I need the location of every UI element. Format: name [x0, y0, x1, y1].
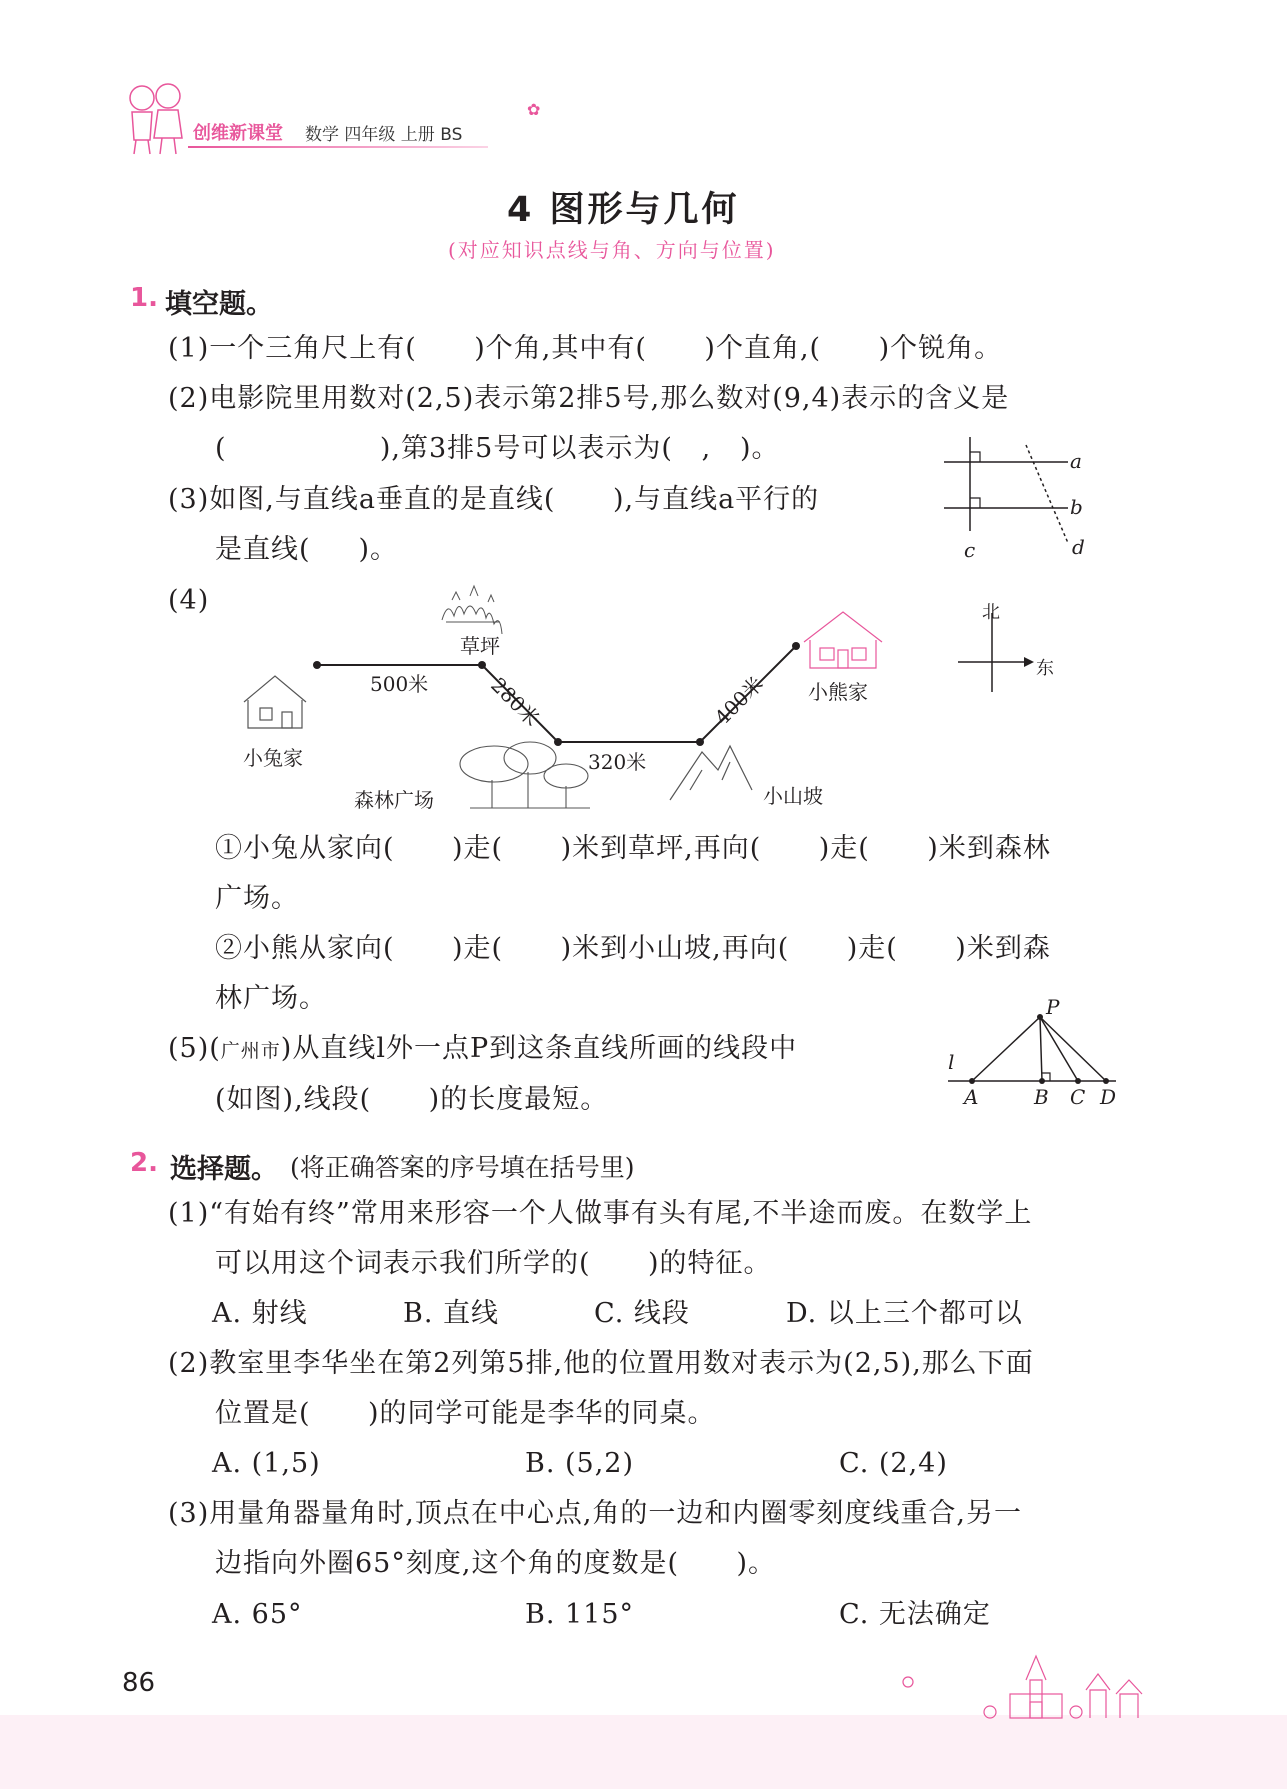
q2-number: 2. — [130, 1148, 158, 1178]
q2-note: (将正确答案的序号填在括号里) — [290, 1153, 635, 1182]
map-label-rabbit-home: 小兔家 — [243, 746, 303, 770]
q1-1-text: (1)一个三角尺上有( )个角,其中有( )个直角,( )个锐角。 — [168, 333, 1003, 364]
q2-3-option-c: C. 无法确定 — [839, 1599, 991, 1630]
q2-3-text: (3)用量角器量角时,顶点在中心点,角的一边和内圈零刻度线重合,另一 — [168, 1498, 1022, 1529]
q1-5-prefix: (5)( — [168, 1033, 221, 1064]
q1-5-text — [168, 1032, 797, 1068]
fig3-label-b: b — [1070, 495, 1083, 519]
fig5-label-l: l — [948, 1050, 955, 1074]
map-label-bear-home: 小熊家 — [808, 680, 868, 704]
q1-3-text-cont: 是直线( )。 — [215, 534, 398, 565]
figure-perpendicular-P — [940, 1005, 1120, 1095]
fig3-label-a: a — [1070, 449, 1082, 473]
q1-number: 1. — [130, 283, 158, 313]
compass-east-label: 东 — [1036, 658, 1054, 679]
map-label-hill: 小山坡 — [763, 784, 823, 808]
header-rule — [188, 146, 488, 148]
q1-4-label: (4) — [168, 585, 210, 616]
q1-4-part2: ②小熊从家向( )走( )米到小山坡,再向( )走( )米到森 — [215, 933, 1051, 964]
map-label-forest: 森林广场 — [354, 788, 434, 812]
q1-3-text: (3)如图,与直线a垂直的是直线( ),与直线a平行的 — [168, 484, 820, 515]
q2-1-text-cont: 可以用这个词表示我们所学的( )的特征。 — [215, 1248, 772, 1279]
fig3-label-d: d — [1072, 535, 1085, 559]
q1-4-part2-cont: 林广场。 — [215, 983, 327, 1014]
q2-1-option-c: C. 线段 — [594, 1298, 690, 1329]
q2-2-text: (2)教室里李华坐在第2列第5排,他的位置用数对表示为(2,5),那么下面 — [168, 1348, 1034, 1379]
map-label-320m: 320米 — [588, 750, 647, 774]
q1-5-source: 广州市 — [220, 1040, 281, 1062]
fig5-label-D: D — [1100, 1085, 1117, 1109]
q2-1-option-b: B. 直线 — [403, 1298, 500, 1329]
fig5-label-P: P — [1046, 995, 1060, 1019]
map-label-280m: 280米 — [486, 672, 545, 731]
compass-north-label: 北 — [982, 602, 1000, 623]
q2-1-text: (1)“有始有终”常用来形容一个人做事有头有尾,不半途而废。在数学上 — [168, 1198, 1033, 1229]
q1-4-part1: ①小兔从家向( )走( )米到草坪,再向( )走( )米到森林 — [215, 833, 1051, 864]
fig3-label-c: c — [964, 538, 976, 562]
fig5-label-A: A — [964, 1085, 979, 1109]
q2-2-option-a: A. (1,5) — [212, 1448, 321, 1479]
q1-5-rest: )从直线l外一点P到这条直线所画的线段中 — [280, 1033, 798, 1064]
header-subtitle: 数学 四年级 上册 BS — [305, 125, 463, 145]
q2-2-text-cont: 位置是( )的同学可能是李华的同桌。 — [215, 1398, 716, 1429]
q2-1-option-a: A. 射线 — [212, 1298, 308, 1329]
figure-lines-abcd — [940, 435, 1090, 565]
q1-4-part1-cont: 广场。 — [215, 883, 299, 914]
q2-3-option-a: A. 65° — [212, 1599, 303, 1630]
footer-band — [0, 1715, 1287, 1789]
page-subtitle: (对应知识点线与角、方向与位置) — [448, 238, 776, 262]
q1-2-text: (2)电影院里用数对(2,5)表示第2排5号,那么数对(9,4)表示的含义是 — [168, 383, 1010, 414]
q1-heading: 填空题。 — [165, 289, 273, 320]
page-title: 4 图形与几何 — [507, 190, 740, 230]
map-label-400m: 400米 — [709, 671, 768, 730]
footer-castle-illustration — [880, 1650, 1170, 1720]
map-label-grass: 草坪 — [460, 634, 500, 658]
q2-3-text-cont: 边指向外圈65°刻度,这个角的度数是( )。 — [215, 1548, 777, 1579]
fig5-label-B: B — [1034, 1085, 1049, 1109]
q2-1-option-d: D. 以上三个都可以 — [786, 1298, 1023, 1329]
q2-2-option-b: B. (5,2) — [525, 1448, 635, 1479]
header-brand: 创维新课堂 — [193, 123, 283, 144]
q2-3-option-b: B. 115° — [525, 1599, 635, 1630]
q1-5-text-cont: (如图),线段( )的长度最短。 — [215, 1084, 609, 1115]
header-kids-illustration — [120, 78, 190, 156]
q2-heading: 选择题。 — [170, 1154, 278, 1185]
header-flower-icon: ✿ — [527, 100, 541, 119]
fig5-label-C: C — [1070, 1085, 1086, 1109]
map-label-500m: 500米 — [370, 672, 429, 696]
q2-2-option-c: C. (2,4) — [839, 1448, 948, 1479]
page-number: 86 — [122, 1668, 156, 1698]
q1-2-text-cont: ( ),第3排5号可以表示为( , )。 — [215, 433, 780, 464]
